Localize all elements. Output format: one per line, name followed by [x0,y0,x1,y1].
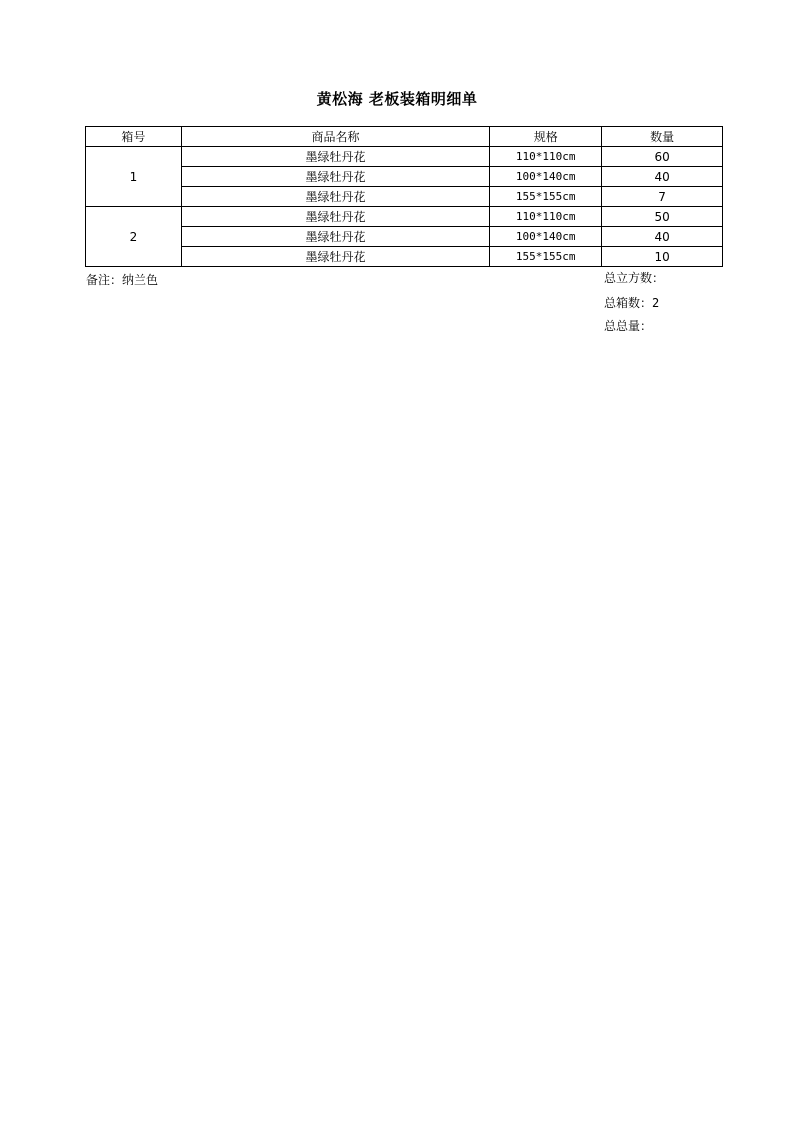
quantity-cell: 60 [602,147,723,167]
product-name-cell: 墨绿牡丹花 [181,247,489,267]
table-row [86,167,723,187]
spec-cell: 155*155cm [490,247,602,267]
box-no-cell: 2 [86,207,182,267]
header-spec: 规格 [490,127,602,147]
table-row [86,147,723,167]
header-quantity: 数量 [602,127,723,147]
total-weight-label: 总总量： [604,319,653,333]
quantity-cell: 10 [602,247,723,267]
quantity-cell: 7 [602,187,723,207]
product-name-cell: 墨绿牡丹花 [181,187,489,207]
table-row [86,187,723,207]
quantity-cell: 40 [602,167,723,187]
packing-list-table [85,126,723,267]
product-name-cell: 墨绿牡丹花 [181,147,489,167]
header-product-name: 商品名称 [181,127,489,147]
product-name-cell: 墨绿牡丹花 [181,227,489,247]
table-header-row [86,127,723,147]
spec-cell: 100*140cm [490,167,602,187]
total-boxes-label: 总箱数： [604,296,653,310]
quantity-cell: 40 [602,227,723,247]
spec-cell: 110*110cm [490,147,602,167]
table-row [86,207,723,227]
spec-cell: 100*140cm [490,227,602,247]
total-weight [604,317,652,334]
document-title: 黄松海 老板装箱明细单 [316,90,478,108]
spec-cell: 110*110cm [490,207,602,227]
header-box-no: 箱号 [86,127,182,147]
box-no-cell: 1 [86,147,182,207]
product-name-cell: 墨绿牡丹花 [181,167,489,187]
table-row [86,247,723,267]
total-volume-label: 总立方数： [604,271,665,285]
total-boxes-value: 2 [652,296,660,310]
table-row [86,227,723,247]
quantity-cell: 50 [602,207,723,227]
remark-note: 备注：纳兰色 [86,273,159,287]
total-volume [604,269,664,286]
spec-cell: 155*155cm [490,187,602,207]
product-name-cell: 墨绿牡丹花 [181,207,489,227]
total-boxes [604,294,659,311]
